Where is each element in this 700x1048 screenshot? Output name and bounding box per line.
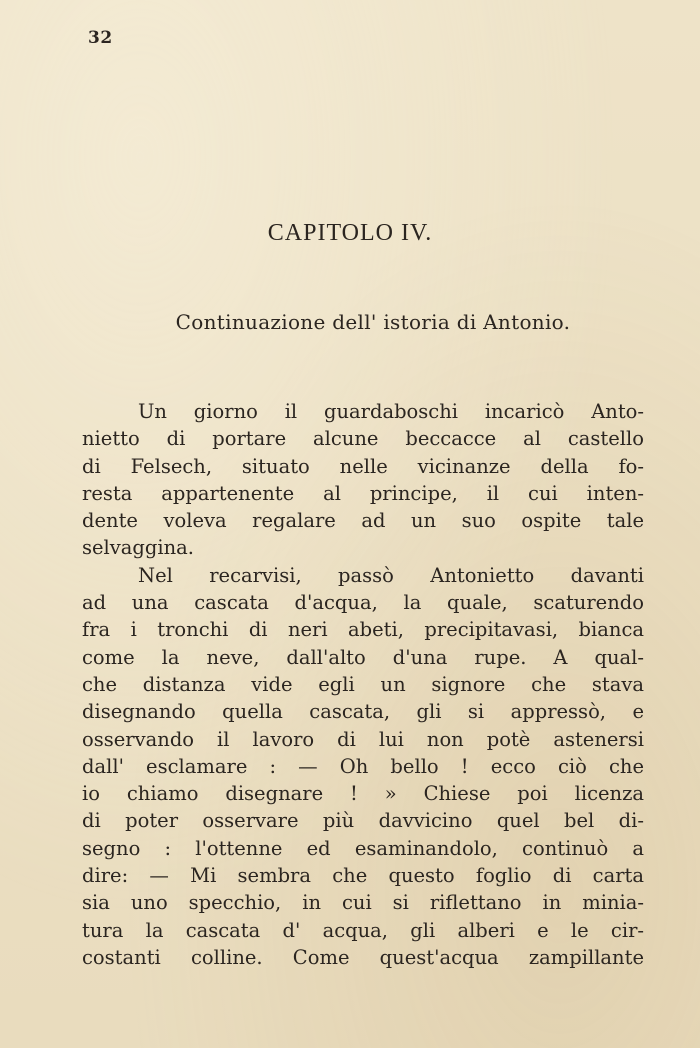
text-line: resta appartenente al principe, il cui inten-: [82, 481, 644, 505]
text-line: io chiamo disegnare ! » Chiese poi licenza: [82, 782, 644, 806]
page-number: 32: [88, 28, 113, 48]
text-line: di poter osservare più davvicino quel bel di-: [82, 809, 644, 833]
text-line: che distanza vide egli un signore che stava: [82, 672, 644, 696]
text-line: come la neve, dall'alto d'una rupe. A qual-: [82, 645, 644, 669]
text-line: di Felsech, situato nelle vicinanze della fo-: [82, 454, 644, 478]
text-line: dente voleva regalare ad un suo ospite tale: [82, 509, 644, 533]
text-line: Nel recarvisi, passò Antonietto davanti: [138, 563, 644, 587]
text-line: dire: — Mi sembra che questo foglio di carta: [82, 864, 644, 888]
text-line: fra i tronchi di neri abeti, precipitavasi, bianca: [82, 618, 644, 642]
text-line: sia uno specchio, in cui si riflettano in minia-: [82, 891, 644, 915]
text-line: costanti colline. Come quest'acqua zampillante: [82, 945, 644, 969]
text-line: nietto di portare alcune beccacce al castello: [82, 427, 644, 451]
text-line: selvaggina.: [82, 536, 195, 560]
text-line: disegnando quella cascata, gli si appressò, e: [82, 700, 644, 724]
text-line: osservando il lavoro di lui non potè astenersi: [82, 727, 644, 751]
text-line: tura la cascata d' acqua, gli alberi e le cir-: [82, 918, 644, 942]
chapter-title: CAPITOLO IV.: [267, 220, 433, 246]
text-line: Un giorno il guardaboschi incaricò Anto-: [138, 400, 644, 423]
text-line: ad una cascata d'acqua, la quale, scaturendo: [82, 591, 644, 615]
body-text: [82, 398, 644, 971]
chapter-subtitle: Continuazione dell' istoria di Antonio.: [175, 310, 571, 334]
text-line: segno : l'ottenne ed esaminandolo, continuò a: [82, 836, 644, 860]
text-line: dall' esclamare : — Oh bello ! ecco ciò che: [82, 754, 644, 778]
